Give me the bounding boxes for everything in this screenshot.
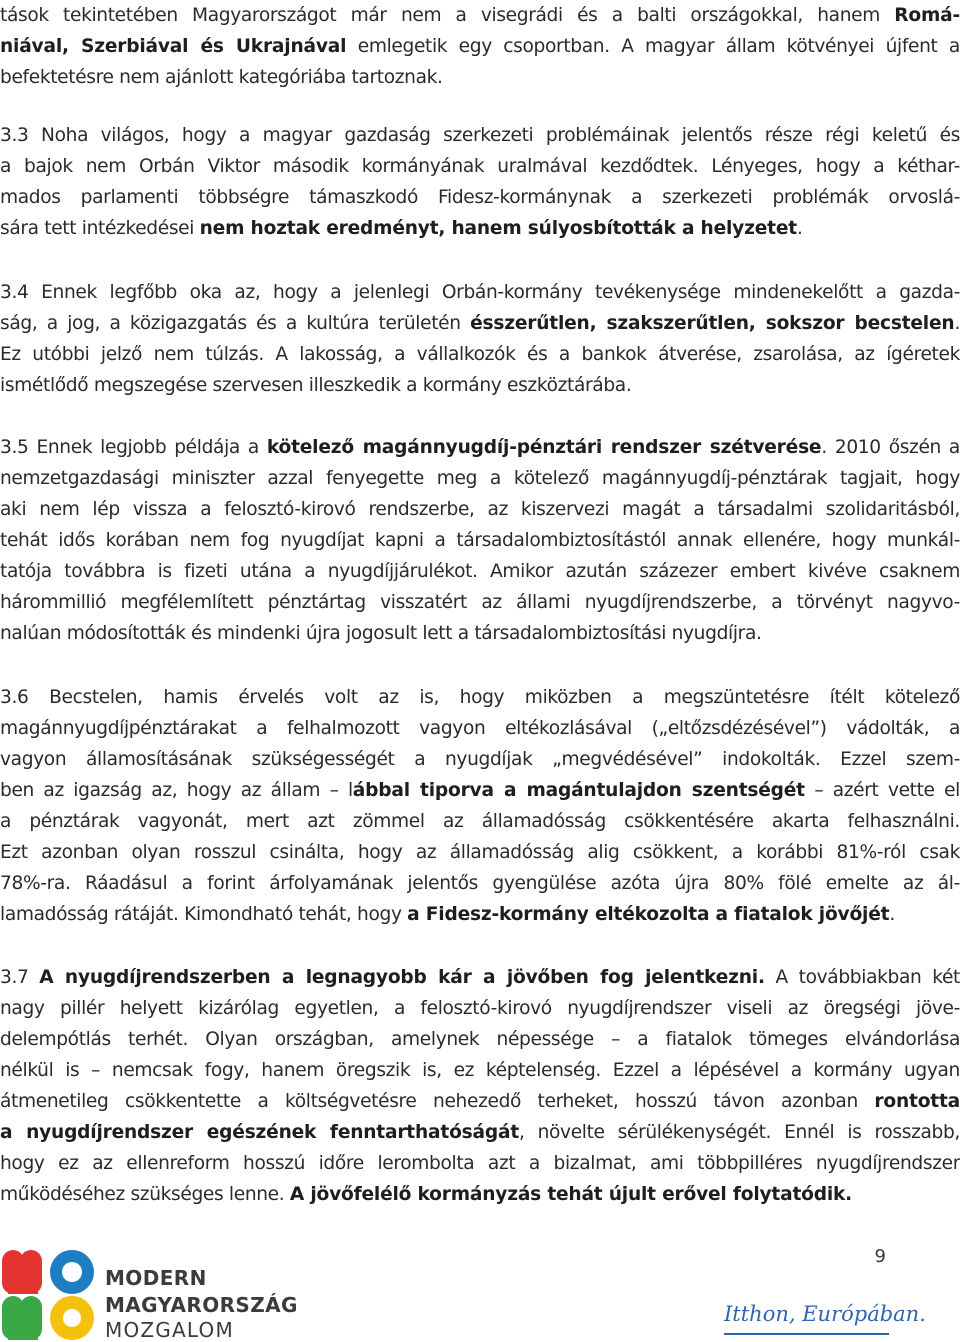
text-line [0,713,960,744]
text: tatója továbbra is fizeti utána a nyugdíjjárulékot. Amikor azután százezer embert kivéve csaknem [0,561,960,582]
text-line [0,1055,960,1086]
text: 3.7 [0,967,40,988]
text: . 2010 őszén a [821,437,960,458]
paragraph [0,682,960,930]
text-line [0,744,960,775]
text-line [0,1117,960,1148]
logo-word-2: MAGYARORSZÁG [105,1293,298,1317]
text: tehát idős korában nem fog nyugdíjat kapni a társadalombiztosítástól annak ellenére, hogy munkál- [0,530,960,551]
logo-modern-magyarorszag [0,1246,300,1340]
bold-text: ésszerűtlen, szakszerűtlen, sokszor becstelen [470,313,955,334]
paragraph [0,962,960,1210]
text: . [796,218,803,239]
text: nemzetgazdasági miniszter azzal fenyegette meg a kötelező magánnyugdíj-pénztárak tagjait, hogy [0,468,960,489]
bold-text: a nyugdíjrendszer egészének fenntarthatóságát [0,1122,520,1143]
page-number: 9 [874,1246,886,1267]
text: tások tekintetében Magyarországot már nem a visegrádi és a balti országokkal, hanem [0,5,895,26]
slogan-underline [724,1333,889,1335]
text-line [0,993,960,1024]
text: a bajok nem Orbán Viktor második kormányának uralmával kezdődtek. Lényeges, hogy a kéthar- [0,156,960,177]
text-line [0,62,960,93]
text-line [0,0,960,31]
logo-word-1: MODERN [105,1266,207,1290]
logo-mark-icon [0,1246,100,1340]
text: Ez utóbbi jelző nem túlzás. A lakosság, a vállalkozók és a bankok átverése, zsarolása, az ígéretek [0,344,960,365]
text-line [0,806,960,837]
text: 78%-ra. Ráadásul a forint árfolyamának jelentős gyengülése azóta újra 80% fölé emelte az ál- [0,873,960,894]
text-line [0,31,960,62]
text-line [0,556,960,587]
text: 3.4 Ennek legfőbb oka az, hogy a jelenlegi Orbán-kormány tevékenysége mindenekelőtt a gazda- [0,282,960,303]
bold-text: Romá- [894,5,960,26]
bold-text: A jövőfelélő kormányzás tehát újult erővel folytatódik. [289,1184,853,1205]
text: . [889,904,895,925]
text: nélkül is – nemcsak fogy, hanem öregszik is, ez képtelenség. Ezzel a lépésével a kormány ugyan [0,1060,960,1081]
logo-word-3: MOZGALOM [105,1318,234,1342]
bold-text: nem hoztak eredményt, hanem súlyosbították a helyzetet [199,218,797,239]
text: ismétlődő megszegése szervesen illeszkedik a kormány eszköztárába. [0,375,632,396]
text-line [0,213,960,244]
bold-text: rontotta [874,1091,960,1112]
text-line [0,339,960,370]
text: sára tett intézkedései [0,218,200,239]
text-line [0,432,960,463]
text-line [0,1024,960,1055]
text-line [0,899,960,930]
bold-text: a Fidesz-kormány eltékozolta a fiatalok jövőjét [407,904,890,925]
text-line [0,151,960,182]
text: aki nem lép vissza a felosztó-kirovó rendszerbe, az kiszervezi magát a társadalmi szolidaritásból, [0,499,960,520]
text: hogy ez az ellenreform hosszú időre lerombolta azt a bizalmat, ami többpilléres nyugdíjrendszer [0,1153,960,1174]
text-line [0,494,960,525]
text-line [0,868,960,899]
text: emlegetik egy csoportban. A magyar állam kötvényei újfent a [346,36,960,57]
text: lamadósság rátáját. Kimondható tehát, hogy [0,904,408,925]
text-line [0,587,960,618]
text: nagy pillér helyett kizárólag egyetlen, a felosztó-kirovó nyugdíjrendszer viseli az öregségi jöve- [0,998,960,1019]
text-line [0,1148,960,1179]
text: nalúan módosították és mindenki újra jogosult lett a társadalombiztosítási nyugdíjra. [0,623,762,644]
text: a pénztárak vagyonát, mert azt zömmel az államadósság csökkentésére akarta felhasználni. [0,811,960,832]
text-line [0,277,960,308]
text-line [0,370,960,401]
text-line [0,182,960,213]
text: vagyon államosításának szükségességét a nyugdíjak „megvédésével” indokolták. Ezzel szem- [0,749,960,770]
slogan: Itthon, Európában. [724,1302,926,1326]
text: delempótlás terhét. Olyan országban, amelynek népessége – a fiatalok tömeges elvándorlása [0,1029,960,1050]
text: A továbbiakban két [764,967,960,988]
text: átmenetileg csökkentette a költségvetésre nehezedő terheket, hosszú távon azonban [0,1091,875,1112]
paragraph [0,277,960,401]
bold-text: kötelező magánnyugdíj-pénztári rendszer szétverése [266,437,822,458]
text: ben az igazság az, hogy az állam – l [0,780,353,801]
bold-text: niával, Szerbiával és Ukrajnával [0,36,347,57]
text: ság, a jog, a közigazgatás és a kultúra területén [0,313,471,334]
text: – azért vette el [804,780,960,801]
bold-text: A nyugdíjrendszerben a legnagyobb kár a jövőben fog jelentkezni. [39,967,765,988]
text-line [0,775,960,806]
text: 3.5 Ennek legjobb példája a [0,437,267,458]
text-line [0,682,960,713]
paragraph [0,432,960,649]
text-line [0,308,960,339]
text-line [0,463,960,494]
text: magánnyugdíjpénztárakat a felhalmozott vagyon eltékozlásával („eltőzsdézésével”) vádolták, a [0,718,960,739]
paragraph [0,0,960,93]
paragraph [0,120,960,244]
bold-text: ábbal tiporva a magántulajdon szentségét [352,780,805,801]
text: működéséhez szükséges lenne. [0,1184,290,1205]
text-line [0,618,960,649]
text-line [0,1086,960,1117]
text: mados parlamenti többségre támaszkodó Fidesz-kormánynak a szerkezeti problémák orvoslá- [0,187,960,208]
text: 3.3 Noha világos, hogy a magyar gazdaság szerkezeti problémáinak jelentős része régi keletű és [0,125,960,146]
text: befektetésre nem ajánlott kategóriába tartoznak. [0,67,443,88]
text: . [954,313,960,334]
text-line [0,120,960,151]
text-line [0,1179,960,1210]
text-line [0,837,960,868]
text-line [0,525,960,556]
text: Ezt azonban olyan rosszul csinálta, hogy az államadósság alig csökkent, a korábbi 81%-ról csak [0,842,960,863]
text: , növelte sérülékenységét. Ennél is rosszabb, [519,1122,960,1143]
text: hárommillió megfélemlített pénztártag visszatért az állami nyugdíjrendszerbe, a törvényt nagyvo- [0,592,960,613]
text-line [0,962,960,993]
text: 3.6 Becstelen, hamis érvelés volt az is, hogy miközben a megszüntetésre ítélt kötelező [0,687,960,708]
